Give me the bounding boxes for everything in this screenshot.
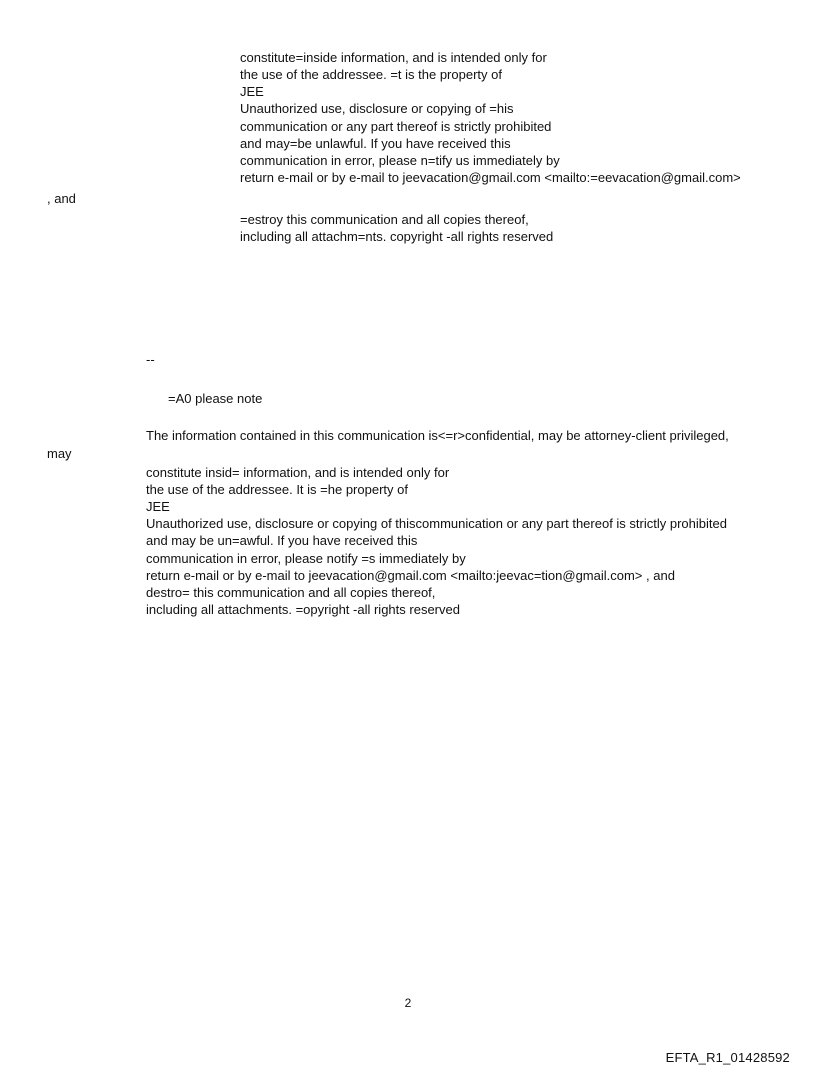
disclaimer-line: communication or any part thereof is strictly prohibited: [240, 119, 552, 134]
note-heading: =A0 please note: [168, 391, 263, 406]
disclaimer-line: The information contained in this communication is<=r>confidential, may be attorney-client privileged,: [146, 428, 729, 443]
disclaimer-line: constitute=inside information, and is intended only for: [240, 50, 547, 65]
disclaimer-line: return e-mail or by e-mail to jeevacation@gmail.com <mailto:=eevacation@gmail.com>: [240, 170, 741, 185]
disclaimer-line: constitute insid= information, and is intended only for: [146, 465, 450, 480]
disclaimer-line: communication in error, please n=tify us immediately by: [240, 153, 560, 168]
disclaimer-line: Unauthorized use, disclosure or copying of =his: [240, 101, 514, 116]
disclaimer-line: return e-mail or by e-mail to jeevacation@gmail.com <mailto:jeevac=tion@gmail.com> , and: [146, 568, 675, 583]
disclaimer-line: the use of the addressee. =t is the property of: [240, 67, 502, 82]
document-id: EFTA_R1_01428592: [665, 1050, 790, 1065]
separator: --: [146, 352, 155, 367]
disclaimer-line: JEE: [240, 84, 264, 99]
disclaimer-line: =estroy this communication and all copies thereof,: [240, 212, 529, 227]
disclaimer-line: , and: [47, 191, 76, 206]
disclaimer-line: the use of the addressee. It is =he property of: [146, 482, 408, 497]
disclaimer-line: including all attachments. =opyright -all rights reserved: [146, 602, 460, 617]
disclaimer-line: and may=be unlawful. If you have received this: [240, 136, 511, 151]
disclaimer-line: may: [47, 446, 72, 461]
page-number: 2: [404, 996, 412, 1010]
disclaimer-line: destro= this communication and all copies thereof,: [146, 585, 436, 600]
disclaimer-line: communication in error, please notify =s immediately by: [146, 551, 466, 566]
disclaimer-line: Unauthorized use, disclosure or copying of thiscommunication or any part thereof is strictly prohibited: [146, 516, 727, 531]
disclaimer-line: and may be un=awful. If you have received this: [146, 533, 418, 548]
disclaimer-line: including all attachm=nts. copyright -all rights reserved: [240, 229, 554, 244]
disclaimer-line: JEE: [146, 499, 170, 514]
